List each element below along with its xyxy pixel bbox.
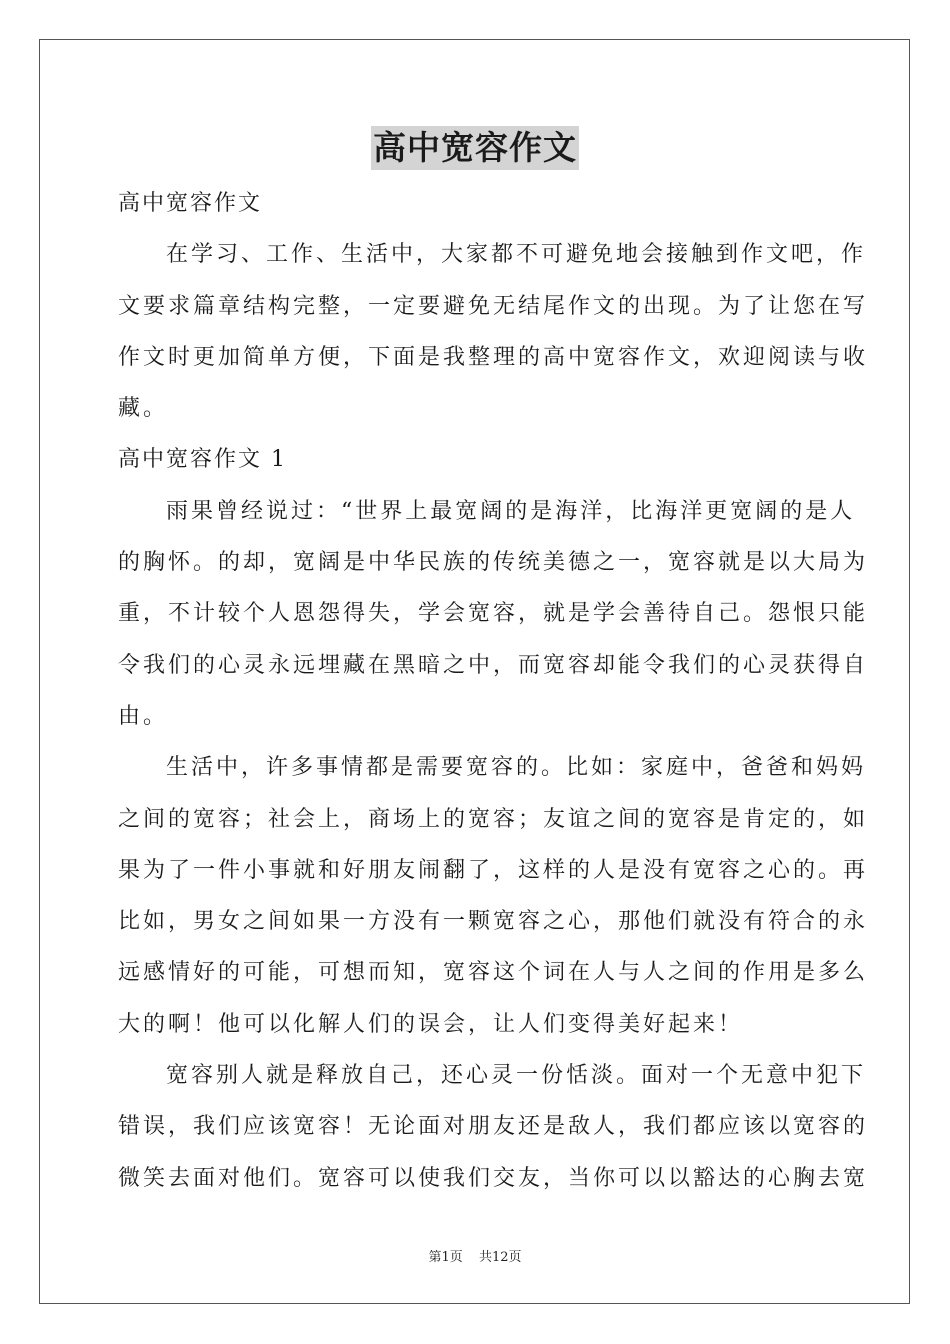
paragraph-line: 由。 (118, 703, 169, 729)
section-heading: 高中宽容作文 1 (118, 447, 287, 473)
intro-paragraph (118, 229, 869, 434)
paragraph-line: 在学习、工作、生活中，大家都不可避免地会接触到作文吧，作 (166, 242, 867, 268)
paragraph-line: 作文时更加简单方便，下面是我整理的高中宽容作文，欢迎阅读与收 (118, 344, 869, 370)
paragraph-line: 令我们的心灵永远埋藏在黑暗之中，而宽容却能令我们的心灵获得自 (118, 652, 869, 678)
page-total: 共12页 (478, 1250, 522, 1265)
page-footer (0, 1246, 950, 1265)
paragraph-line: 微笑去面对他们。宽容可以使我们交友，当你可以以豁达的心胸去宽 (118, 1165, 869, 1191)
paragraph-line: 的胸怀。的却，宽阔是中华民族的传统美德之一，宽容就是以大局为 (118, 550, 869, 576)
paragraph-line: 宽容别人就是释放自己，还心灵一份恬淡。面对一个无意中犯下 (166, 1063, 867, 1089)
title-wrap (0, 126, 950, 170)
paragraph-line: 文要求篇章结构完整，一定要避免无结尾作文的出现。为了让您在写 (118, 293, 869, 319)
page-number: 第1页 (428, 1250, 463, 1265)
paragraph-line: 之间的宽容；社会上，商场上的宽容；友谊之间的宽容是肯定的，如 (118, 806, 869, 832)
paragraph-line: 藏。 (118, 396, 169, 422)
paragraph-line: 错误，我们应该宽容！无论面对朋友还是敌人，我们都应该以宽容的 (118, 1114, 869, 1140)
document-title: 高中宽容作文 (371, 126, 579, 170)
paragraph-line: 雨果曾经说过：“世界上最宽阔的是海洋，比海洋更宽阔的是人 (166, 498, 856, 524)
document-body (118, 178, 869, 1204)
paragraph-line: 生活中，许多事情都是需要宽容的。比如：家庭中，爸爸和妈妈 (166, 755, 867, 781)
paragraph-line: 重，不计较个人恩怨得失，学会宽容，就是学会善待自己。怨恨只能 (118, 601, 869, 627)
paragraph-2 (118, 742, 869, 1050)
paragraph-line: 比如，男女之间如果一方没有一颗宽容之心，那他们就没有符合的永 (118, 909, 869, 935)
paragraph-line: 大的啊！他可以化解人们的误会，让人们变得美好起来！ (118, 1011, 744, 1037)
paragraph-3 (118, 1050, 869, 1204)
paragraph-1 (118, 486, 869, 742)
document-subtitle: 高中宽容作文 (118, 191, 263, 216)
paragraph-line: 果为了一件小事就和好朋友闹翻了，这样的人是没有宽容之心的。再 (118, 857, 869, 883)
paragraph-line: 远感情好的可能，可想而知，宽容这个词在人与人之间的作用是多么 (118, 960, 869, 986)
